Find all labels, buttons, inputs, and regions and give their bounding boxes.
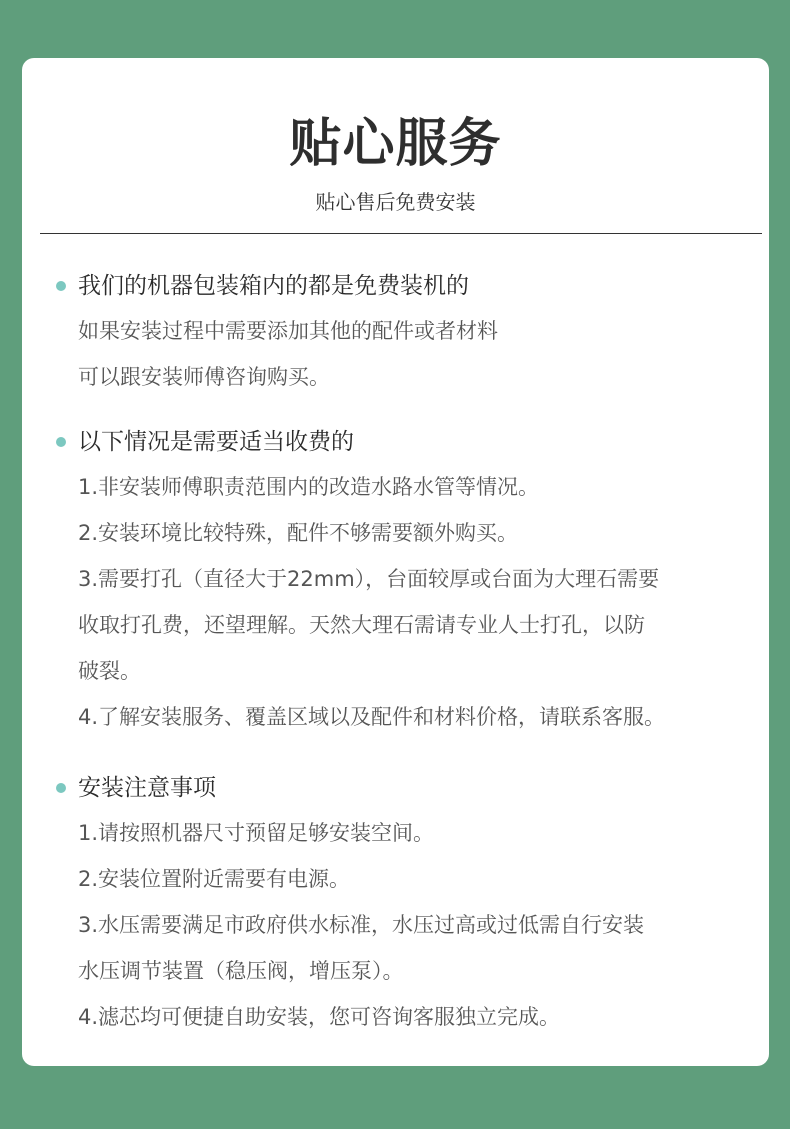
section-installation-notes xyxy=(56,766,756,1040)
section-heading-text: 我们的机器包装箱内的都是免费装机的 xyxy=(78,273,469,299)
section-heading xyxy=(56,766,756,810)
section-free-installation xyxy=(56,264,756,400)
section-line: 2.安装环境比较特殊，配件不够需要额外购买。 xyxy=(78,521,519,545)
section-line: 2.安装位置附近需要有电源。 xyxy=(78,867,351,891)
section-heading xyxy=(56,420,756,464)
bullet-dot-icon xyxy=(56,281,66,291)
section-line: 水压调节装置（稳压阀，增压泵）。 xyxy=(78,959,404,983)
section-line: 可以跟安装师傅咨询购买。 xyxy=(78,365,330,389)
section-line: 1.非安装师傅职责范围内的改造水路水管等情况。 xyxy=(78,475,540,499)
section-heading-text: 以下情况是需要适当收费的 xyxy=(78,429,354,455)
section-line: 收取打孔费，还望理解。天然大理石需请专业人士打孔，以防 xyxy=(78,613,645,637)
section-line: 如果安装过程中需要添加其他的配件或者材料 xyxy=(78,319,498,343)
section-line: 4.了解安装服务、覆盖区域以及配件和材料价格，请联系客服。 xyxy=(78,705,666,729)
bullet-dot-icon xyxy=(56,783,66,793)
bullet-dot-icon xyxy=(56,437,66,447)
divider xyxy=(40,233,762,234)
section-heading xyxy=(56,264,756,308)
page-subtitle: 贴心售后免费安装 xyxy=(315,190,476,214)
section-line: 3.需要打孔（直径大于22mm），台面较厚或台面为大理石需要 xyxy=(78,567,660,591)
page-title: 贴心服务 xyxy=(289,114,502,174)
section-line: 破裂。 xyxy=(78,659,141,683)
section-heading-text: 安装注意事项 xyxy=(78,775,216,801)
section-line: 3.水压需要满足市政府供水标准，水压过高或过低需自行安装 xyxy=(78,913,645,937)
section-line: 4.滤芯均可便捷自助安装，您可咨询客服独立完成。 xyxy=(78,1005,561,1029)
service-card xyxy=(22,58,769,1066)
section-paid-situations xyxy=(56,420,756,740)
section-line: 1.请按照机器尺寸预留足够安装空间。 xyxy=(78,821,435,845)
